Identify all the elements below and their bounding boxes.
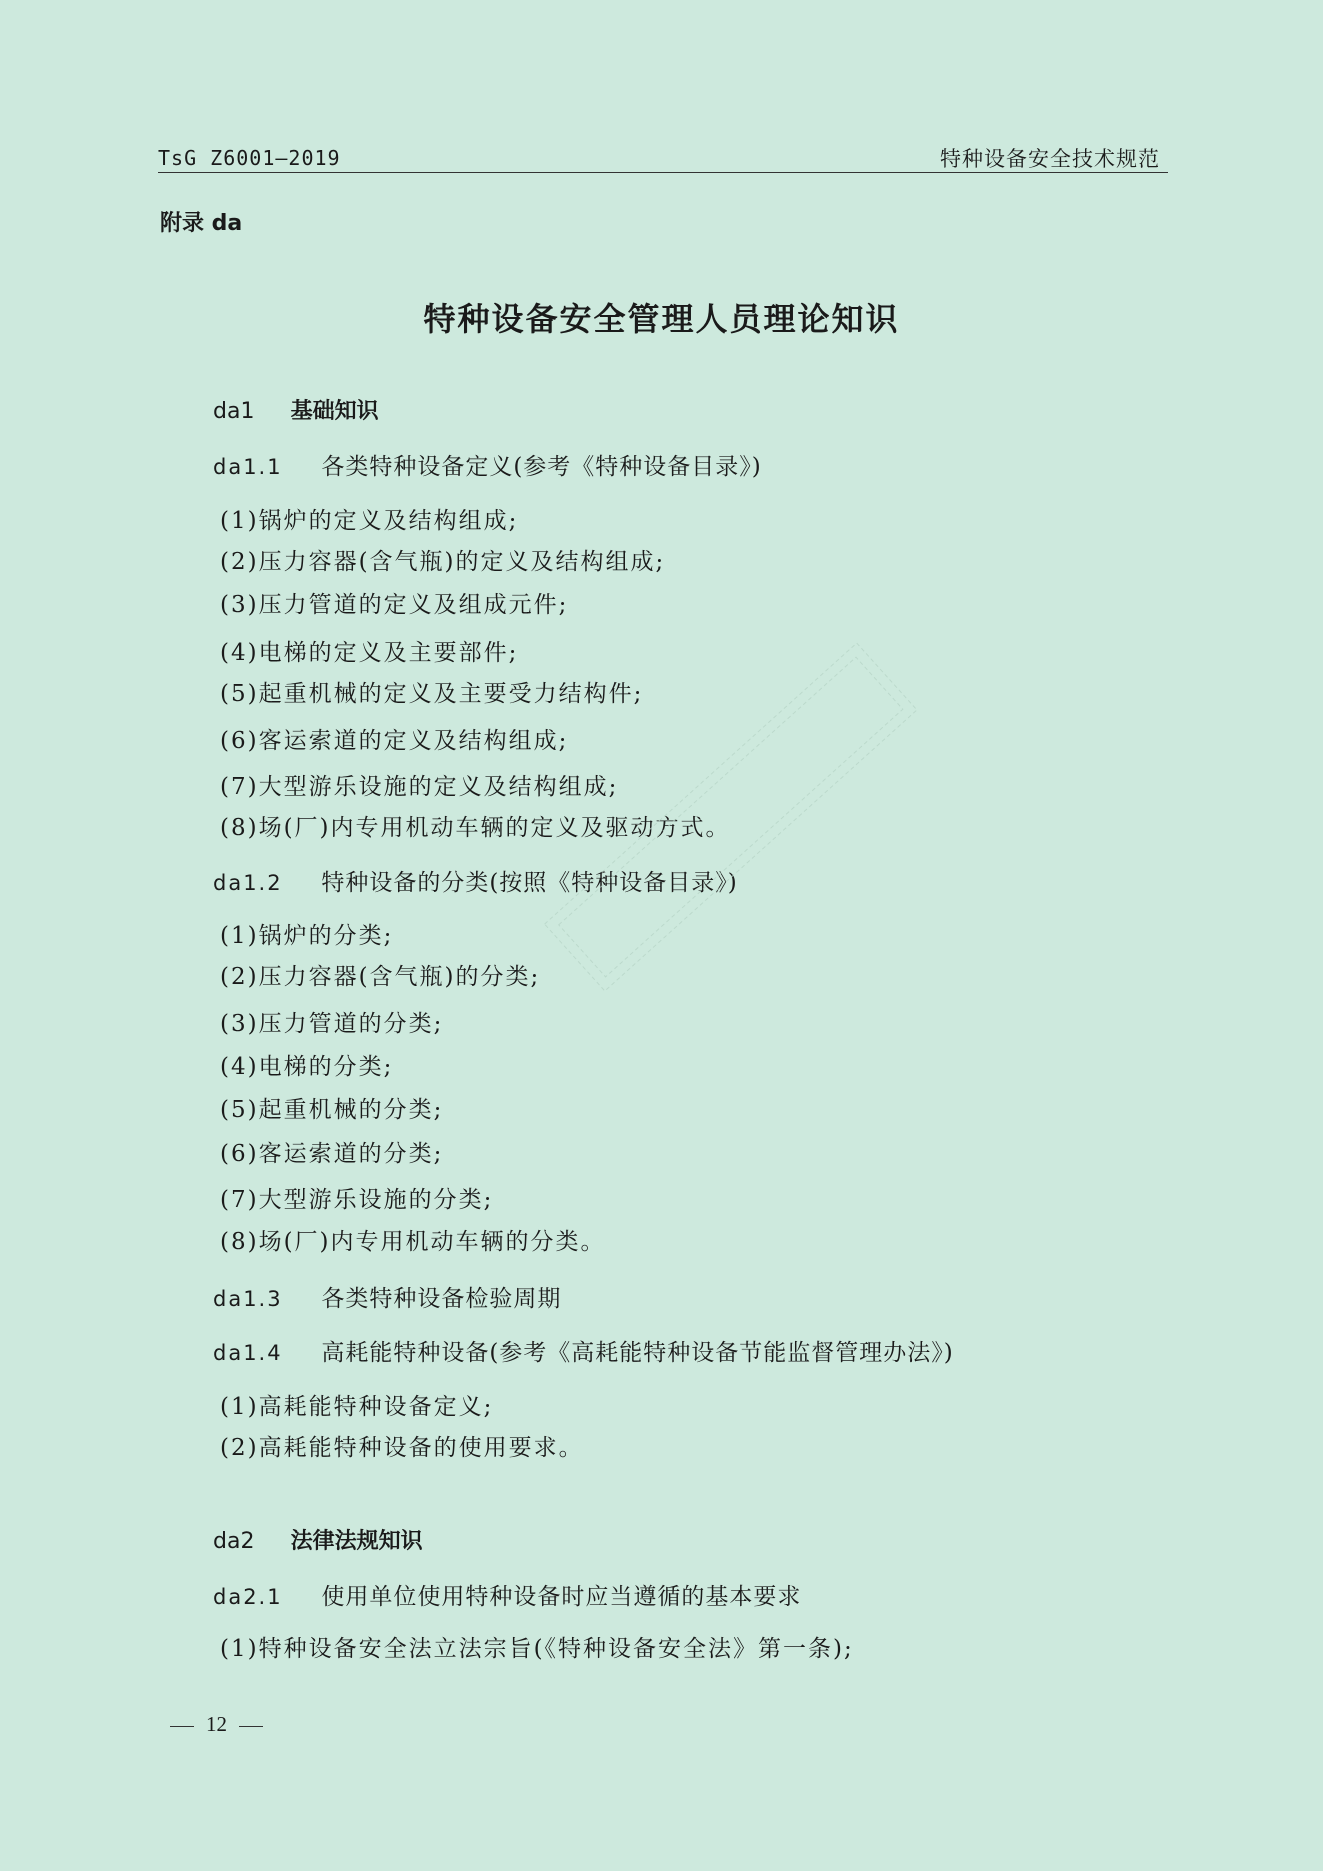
subsection-number: da1.3 xyxy=(213,1287,283,1311)
subsection-label: 高耗能特种设备(参考《高耗能特种设备节能监督管理办法》) xyxy=(321,1340,954,1366)
list-item: (1)锅炉的定义及结构组成; xyxy=(220,508,519,534)
page-title: 特种设备安全管理人员理论知识 xyxy=(423,300,900,338)
appendix-label: 附录 da xyxy=(160,211,243,236)
list-item: (2)压力容器(含气瓶)的分类; xyxy=(220,964,541,990)
section-heading xyxy=(213,1524,423,1555)
subsection-heading xyxy=(213,1334,954,1367)
list-item: (6)客运索道的分类; xyxy=(220,1141,444,1167)
subsection-number: da1.1 xyxy=(213,455,283,479)
subsection-number: da1.4 xyxy=(213,1341,283,1365)
subsection-heading xyxy=(213,448,762,481)
list-item: (5)起重机械的分类; xyxy=(220,1097,444,1123)
subsection-label: 各类特种设备定义(参考《特种设备目录》) xyxy=(321,454,762,480)
list-item: (4)电梯的分类; xyxy=(220,1054,394,1080)
subsection-heading xyxy=(213,1280,561,1313)
series-title: 特种设备安全技术规范 xyxy=(940,147,1160,171)
list-item: (5)起重机械的定义及主要受力结构件; xyxy=(220,681,644,707)
list-item: (1)特种设备安全法立法宗旨(《特种设备安全法》第一条); xyxy=(220,1636,854,1662)
section-number: da2 xyxy=(213,1529,255,1554)
page-header xyxy=(158,138,1168,173)
list-item: (7)大型游乐设施的分类; xyxy=(220,1187,494,1213)
subsection-label: 特种设备的分类(按照《特种设备目录》) xyxy=(321,870,738,896)
section-number: da1 xyxy=(213,399,255,424)
subsection-number: da2.1 xyxy=(213,1585,283,1609)
page-footer xyxy=(158,1712,275,1737)
list-item: (7)大型游乐设施的定义及结构组成; xyxy=(220,774,619,800)
section-label: 基础知识 xyxy=(290,399,379,424)
list-item: (6)客运索道的定义及结构组成; xyxy=(220,728,569,754)
list-item: (8)场(厂)内专用机动车辆的分类。 xyxy=(220,1229,606,1255)
footer-dash xyxy=(239,1726,263,1727)
list-item: (8)场(厂)内专用机动车辆的定义及驱动方式。 xyxy=(220,815,731,841)
list-item: (1)锅炉的分类; xyxy=(220,923,394,949)
subsection-label: 使用单位使用特种设备时应当遵循的基本要求 xyxy=(321,1584,802,1610)
standard-code: TsG Z6001—2019 xyxy=(158,146,341,170)
list-item: (2)高耗能特种设备的使用要求。 xyxy=(220,1435,584,1461)
list-item: (1)高耗能特种设备定义; xyxy=(220,1394,494,1420)
subsection-label: 各类特种设备检验周期 xyxy=(321,1286,562,1312)
section-heading xyxy=(213,394,379,425)
list-item: (4)电梯的定义及主要部件; xyxy=(220,640,519,666)
page-number: 12 xyxy=(206,1712,227,1736)
subsection-heading xyxy=(213,1578,801,1611)
subsection-heading xyxy=(213,864,738,897)
footer-dash xyxy=(170,1726,194,1727)
list-item: (3)压力管道的分类; xyxy=(220,1011,444,1037)
section-label: 法律法规知识 xyxy=(290,1529,423,1554)
list-item: (2)压力容器(含气瓶)的定义及结构组成; xyxy=(220,549,666,575)
subsection-number: da1.2 xyxy=(213,871,283,895)
list-item: (3)压力管道的定义及组成元件; xyxy=(220,592,569,618)
